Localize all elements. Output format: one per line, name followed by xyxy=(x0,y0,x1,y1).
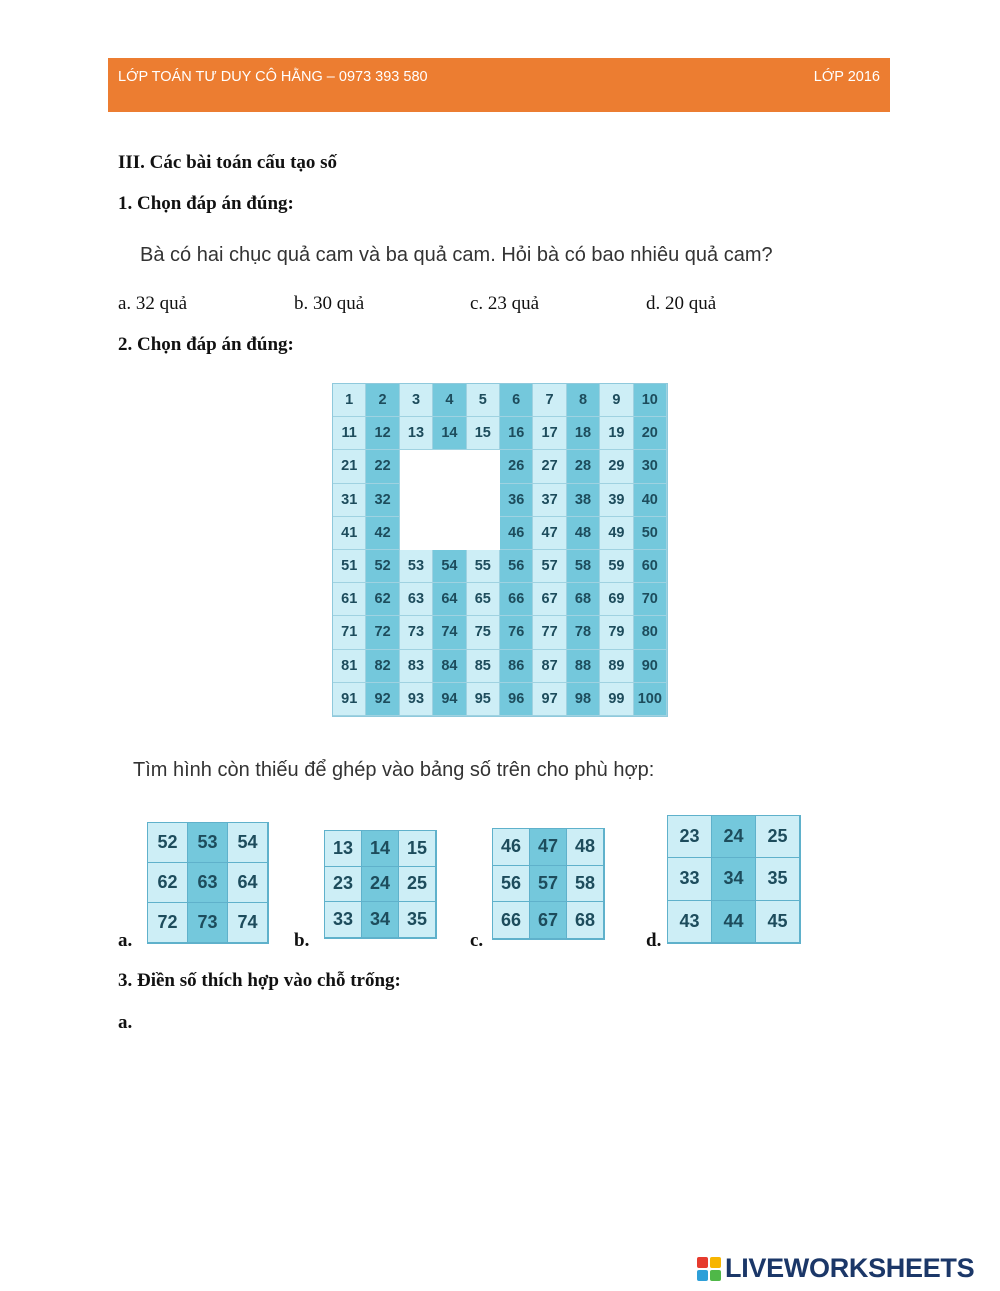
chart-cell: 55 xyxy=(467,550,500,583)
q2-instruction: Tìm hình còn thiếu để ghép vào bảng số trên cho phù hợp: xyxy=(133,759,655,781)
chart-cell: 49 xyxy=(600,517,633,550)
chart-cell: 20 xyxy=(634,417,667,450)
chart-cell: 15 xyxy=(467,417,500,450)
chart-cell: 27 xyxy=(533,450,566,483)
q2-option-d-grid[interactable] xyxy=(667,815,801,944)
option-cell: 73 xyxy=(188,903,228,943)
chart-cell: 61 xyxy=(333,583,366,616)
option-cell: 57 xyxy=(530,866,567,903)
q3-part-a: a. xyxy=(118,1012,133,1033)
chart-cell: 30 xyxy=(634,450,667,483)
chart-cell: 57 xyxy=(533,550,566,583)
hundred-chart xyxy=(332,383,668,717)
q1-option-d[interactable]: d. 20 quả xyxy=(646,293,717,314)
chart-cell-missing xyxy=(400,484,433,517)
chart-cell: 99 xyxy=(600,683,633,716)
option-cell: 58 xyxy=(567,866,604,903)
chart-cell: 98 xyxy=(567,683,600,716)
option-cell: 25 xyxy=(756,816,800,858)
header-bar xyxy=(108,58,890,112)
chart-cell: 60 xyxy=(634,550,667,583)
chart-cell-missing xyxy=(467,517,500,550)
chart-cell: 46 xyxy=(500,517,533,550)
option-cell: 15 xyxy=(399,831,436,867)
chart-cell: 28 xyxy=(567,450,600,483)
chart-cell: 72 xyxy=(366,616,399,649)
chart-cell: 14 xyxy=(433,417,466,450)
option-cell: 35 xyxy=(399,902,436,938)
chart-cell: 11 xyxy=(333,417,366,450)
option-cell: 24 xyxy=(712,816,756,858)
chart-cell: 7 xyxy=(533,384,566,417)
chart-cell: 65 xyxy=(467,583,500,616)
chart-cell: 9 xyxy=(600,384,633,417)
option-cell: 23 xyxy=(325,867,362,903)
chart-cell-missing xyxy=(400,517,433,550)
liveworksheets-logo-icon xyxy=(697,1257,721,1281)
q1-title: 1. Chọn đáp án đúng: xyxy=(118,193,294,214)
chart-cell-missing xyxy=(467,450,500,483)
chart-cell: 54 xyxy=(433,550,466,583)
chart-cell: 48 xyxy=(567,517,600,550)
chart-cell: 38 xyxy=(567,484,600,517)
chart-cell: 78 xyxy=(567,616,600,649)
chart-cell: 31 xyxy=(333,484,366,517)
chart-cell: 81 xyxy=(333,650,366,683)
chart-cell: 62 xyxy=(366,583,399,616)
chart-cell: 80 xyxy=(634,616,667,649)
chart-cell: 64 xyxy=(433,583,466,616)
chart-cell-missing xyxy=(433,484,466,517)
chart-cell: 21 xyxy=(333,450,366,483)
q1-question: Bà có hai chục quả cam và ba quả cam. Hỏi bà có bao nhiêu quả cam? xyxy=(140,244,773,266)
chart-cell: 39 xyxy=(600,484,633,517)
chart-cell: 66 xyxy=(500,583,533,616)
chart-cell: 3 xyxy=(400,384,433,417)
chart-cell: 91 xyxy=(333,683,366,716)
chart-cell: 42 xyxy=(366,517,399,550)
q1-option-b[interactable]: b. 30 quả xyxy=(294,293,365,314)
q1-option-c[interactable]: c. 23 quả xyxy=(470,293,540,314)
chart-cell: 79 xyxy=(600,616,633,649)
chart-cell-missing xyxy=(400,450,433,483)
option-cell: 44 xyxy=(712,901,756,943)
chart-cell: 6 xyxy=(500,384,533,417)
chart-cell: 36 xyxy=(500,484,533,517)
option-cell: 67 xyxy=(530,902,567,939)
option-cell: 72 xyxy=(148,903,188,943)
q2-option-a-grid[interactable] xyxy=(147,822,269,944)
chart-cell: 93 xyxy=(400,683,433,716)
chart-cell: 12 xyxy=(366,417,399,450)
chart-cell: 52 xyxy=(366,550,399,583)
option-cell: 46 xyxy=(493,829,530,866)
chart-cell: 1 xyxy=(333,384,366,417)
chart-cell: 59 xyxy=(600,550,633,583)
option-cell: 24 xyxy=(362,867,399,903)
option-cell: 64 xyxy=(228,863,268,903)
chart-cell: 77 xyxy=(533,616,566,649)
option-cell: 56 xyxy=(493,866,530,903)
chart-cell: 26 xyxy=(500,450,533,483)
chart-cell: 96 xyxy=(500,683,533,716)
chart-cell: 17 xyxy=(533,417,566,450)
option-cell: 45 xyxy=(756,901,800,943)
chart-cell: 63 xyxy=(400,583,433,616)
option-cell: 14 xyxy=(362,831,399,867)
option-cell: 47 xyxy=(530,829,567,866)
option-cell: 43 xyxy=(668,901,712,943)
chart-cell: 22 xyxy=(366,450,399,483)
chart-cell: 58 xyxy=(567,550,600,583)
chart-cell: 75 xyxy=(467,616,500,649)
chart-cell: 89 xyxy=(600,650,633,683)
chart-cell: 85 xyxy=(467,650,500,683)
option-cell: 25 xyxy=(399,867,436,903)
q2-label-c: c. xyxy=(470,930,484,951)
chart-cell: 18 xyxy=(567,417,600,450)
chart-cell-missing xyxy=(433,517,466,550)
chart-cell: 29 xyxy=(600,450,633,483)
q2-title: 2. Chọn đáp án đúng: xyxy=(118,334,294,355)
option-cell: 66 xyxy=(493,902,530,939)
chart-cell: 74 xyxy=(433,616,466,649)
option-cell: 52 xyxy=(148,823,188,863)
option-cell: 62 xyxy=(148,863,188,903)
chart-cell: 51 xyxy=(333,550,366,583)
chart-cell: 4 xyxy=(433,384,466,417)
chart-cell: 90 xyxy=(634,650,667,683)
header-class: LỚP 2016 xyxy=(813,69,880,85)
option-cell: 33 xyxy=(325,902,362,938)
option-cell: 74 xyxy=(228,903,268,943)
chart-cell: 37 xyxy=(533,484,566,517)
chart-cell: 41 xyxy=(333,517,366,550)
q2-label-a: a. xyxy=(118,930,133,951)
option-cell: 48 xyxy=(567,829,604,866)
chart-cell: 56 xyxy=(500,550,533,583)
q1-option-a[interactable]: a. 32 quả xyxy=(118,293,188,314)
chart-cell: 5 xyxy=(467,384,500,417)
chart-cell: 88 xyxy=(567,650,600,683)
chart-cell: 8 xyxy=(567,384,600,417)
option-cell: 34 xyxy=(712,858,756,900)
chart-cell: 82 xyxy=(366,650,399,683)
option-cell: 63 xyxy=(188,863,228,903)
chart-cell: 100 xyxy=(634,683,667,716)
chart-cell: 84 xyxy=(433,650,466,683)
chart-cell: 86 xyxy=(500,650,533,683)
q2-option-b-grid[interactable] xyxy=(324,830,437,939)
chart-cell: 97 xyxy=(533,683,566,716)
chart-cell: 94 xyxy=(433,683,466,716)
chart-cell: 10 xyxy=(634,384,667,417)
option-cell: 54 xyxy=(228,823,268,863)
chart-cell: 70 xyxy=(634,583,667,616)
q3-title: 3. Điền số thích hợp vào chỗ trống: xyxy=(118,970,401,991)
chart-cell-missing xyxy=(433,450,466,483)
q2-label-b: b. xyxy=(294,930,310,951)
option-cell: 13 xyxy=(325,831,362,867)
chart-cell: 19 xyxy=(600,417,633,450)
chart-cell: 53 xyxy=(400,550,433,583)
q2-label-d: d. xyxy=(646,930,662,951)
option-cell: 34 xyxy=(362,902,399,938)
option-cell: 23 xyxy=(668,816,712,858)
chart-cell: 40 xyxy=(634,484,667,517)
chart-cell: 76 xyxy=(500,616,533,649)
chart-cell: 71 xyxy=(333,616,366,649)
chart-cell: 83 xyxy=(400,650,433,683)
chart-cell: 68 xyxy=(567,583,600,616)
chart-cell: 73 xyxy=(400,616,433,649)
chart-cell: 67 xyxy=(533,583,566,616)
section-title: III. Các bài toán cấu tạo số xyxy=(118,152,338,173)
option-cell: 68 xyxy=(567,902,604,939)
option-cell: 33 xyxy=(668,858,712,900)
chart-cell: 92 xyxy=(366,683,399,716)
chart-cell-missing xyxy=(467,484,500,517)
chart-cell: 50 xyxy=(634,517,667,550)
chart-cell: 32 xyxy=(366,484,399,517)
chart-cell: 13 xyxy=(400,417,433,450)
q2-option-c-grid[interactable] xyxy=(492,828,605,940)
chart-cell: 69 xyxy=(600,583,633,616)
chart-cell: 47 xyxy=(533,517,566,550)
option-cell: 53 xyxy=(188,823,228,863)
chart-cell: 95 xyxy=(467,683,500,716)
chart-cell: 87 xyxy=(533,650,566,683)
option-cell: 35 xyxy=(756,858,800,900)
chart-cell: 16 xyxy=(500,417,533,450)
chart-cell: 2 xyxy=(366,384,399,417)
watermark-text: LIVEWORKSHEETS xyxy=(725,1253,975,1283)
header-title: LỚP TOÁN TƯ DUY CÔ HẰNG – 0973 393 580 xyxy=(118,69,428,85)
